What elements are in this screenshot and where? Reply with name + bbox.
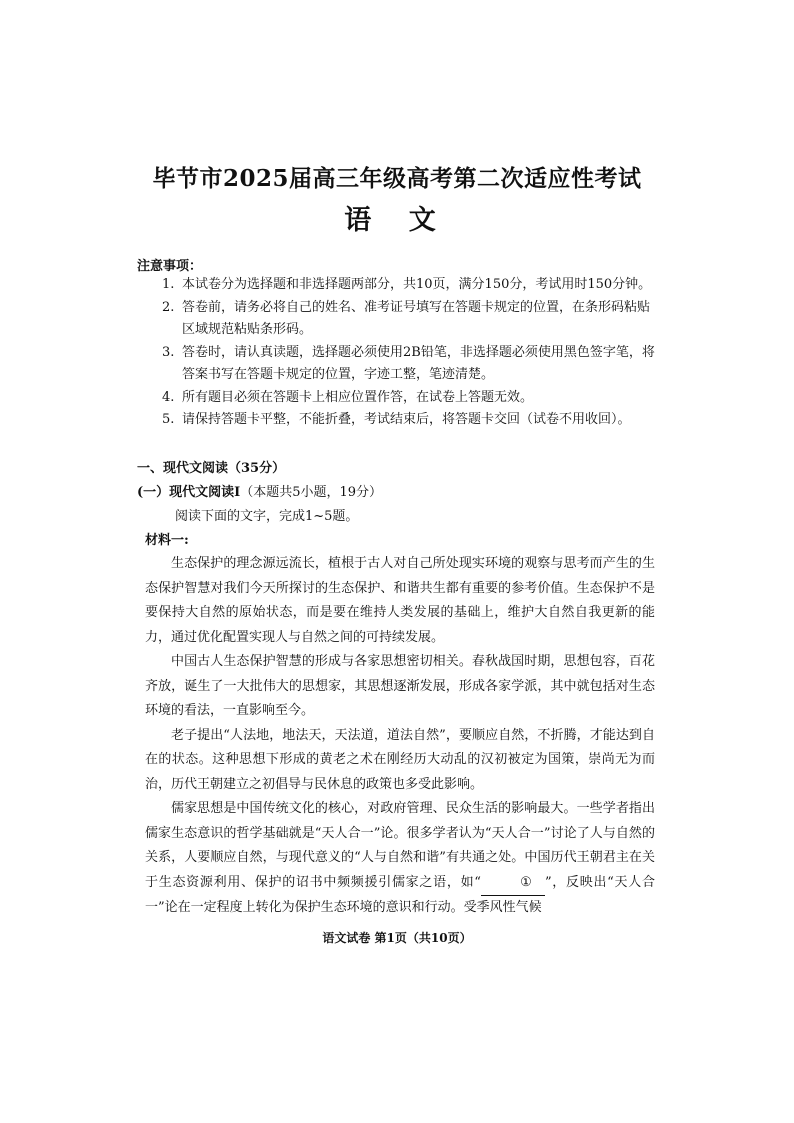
- notice-item-text: 答卷时，请认真读题，选择题必须使用2B铅笔，非选择题必须使用黑色签字笔，将答案书写在答题卡规定的位置，字迹工整，笔迹清楚。: [182, 344, 655, 382]
- notice-item-number: 4.: [162, 389, 175, 405]
- exam-title: 毕节市2025届高三年级高考第二次适应性考试: [152, 165, 642, 192]
- notice-item: [162, 297, 662, 342]
- notice-item-text: 请保持答题卡平整，不能折叠，考试结束后，将答题卡交回（试卷不用收回）。: [182, 412, 631, 427]
- subsection-title: (一）现代文阅读Ⅰ: [137, 485, 241, 500]
- reading-instruction: 阅读下面的文字，完成1~5题。: [175, 509, 359, 524]
- notice-list: [162, 274, 662, 432]
- notice-item: [162, 409, 662, 432]
- material-label: 材料一:: [145, 533, 189, 548]
- notice-item: [162, 274, 662, 297]
- notice-item-text: 所有题目必须在答题卡上相应位置作答，在试卷上答题无效。: [182, 389, 534, 405]
- passage-text: 儒家思想是中国传统文化的核心，对政府管理、民众生活的影响最大。一些学者指出儒家生态意识的哲学基础就是“天人合一”论。很多学者认为“天人合一”讨论了人与自然的关系，人要顺应自然，与现代意义的“人与自然和谐”有共通之处。中国历代王朝君主在关于生态资源利用、保护的诏书中频频援引儒家之语，如“: [145, 801, 655, 890]
- subject-title: 语 文: [344, 205, 450, 236]
- notice-item-number: 2.: [162, 299, 175, 315]
- passage-paragraph: [145, 797, 655, 921]
- notice-item-number: 5.: [162, 412, 175, 427]
- passage-paragraph: 中国古人生态保护智慧的形成与各家思想密切相关。春秋战国时期，思想包容，百花齐放，诞生了一大批伟大的思想家，其思想逐渐发展，形成各家学派，其中就包括对生态环境的看法，一直影响至今。: [145, 654, 655, 718]
- passage-paragraph: 生态保护的理念源远流长，植根于古人对自己所处现实环境的观察与思考而产生的生态保护智慧对我们今天所探讨的生态保护、和谐共生都有重要的参考价值。生态保护不是要保持大自然的原始状态，而是要在维持人类发展的基础上，维护大自然自我更新的能力，通过优化配置实现人与自然之间的可持续发展。: [145, 556, 655, 645]
- passage-text: ”，反映出“天人合一”论在一定程度上转化为保护生态环境的意识和行动。受季风性气候: [145, 874, 655, 915]
- passage-body: [145, 552, 655, 921]
- notice-item-text: 答卷前，请务必将自己的姓名、准考证号填写在答题卡规定的位置，在条形码粘贴区域规范粘贴条形码。: [182, 299, 651, 337]
- page-footer: 语文试卷 第1页（共10页）: [322, 931, 472, 945]
- notice-heading: 注意事项：: [137, 259, 203, 274]
- section-heading: 一、现代文阅读（35分）: [137, 461, 286, 476]
- fill-in-blank: ①: [481, 871, 545, 897]
- notice-item-text: 本试卷分为选择题和非选择题两部分，共10页，满分150分，考试用时150分钟。: [182, 277, 652, 292]
- notice-item: [162, 342, 662, 387]
- subsection-heading: [137, 481, 382, 500]
- notice-item-number: 1.: [162, 277, 175, 292]
- passage-paragraph: 老子提出“人法地，地法天，天法道，道法自然”，要顺应自然，不折腾，才能达到自在的状态。这种思想下形成的黄老之术在刚经历大动乱的汉初被定为国策，崇尚无为而治，历代王朝建立之初倡导与民休息的政策也多受此影响。: [145, 727, 655, 792]
- subsection-note: （本题共5小题，19分）: [240, 485, 383, 500]
- notice-item: [162, 387, 662, 410]
- notice-item-number: 3.: [162, 344, 175, 360]
